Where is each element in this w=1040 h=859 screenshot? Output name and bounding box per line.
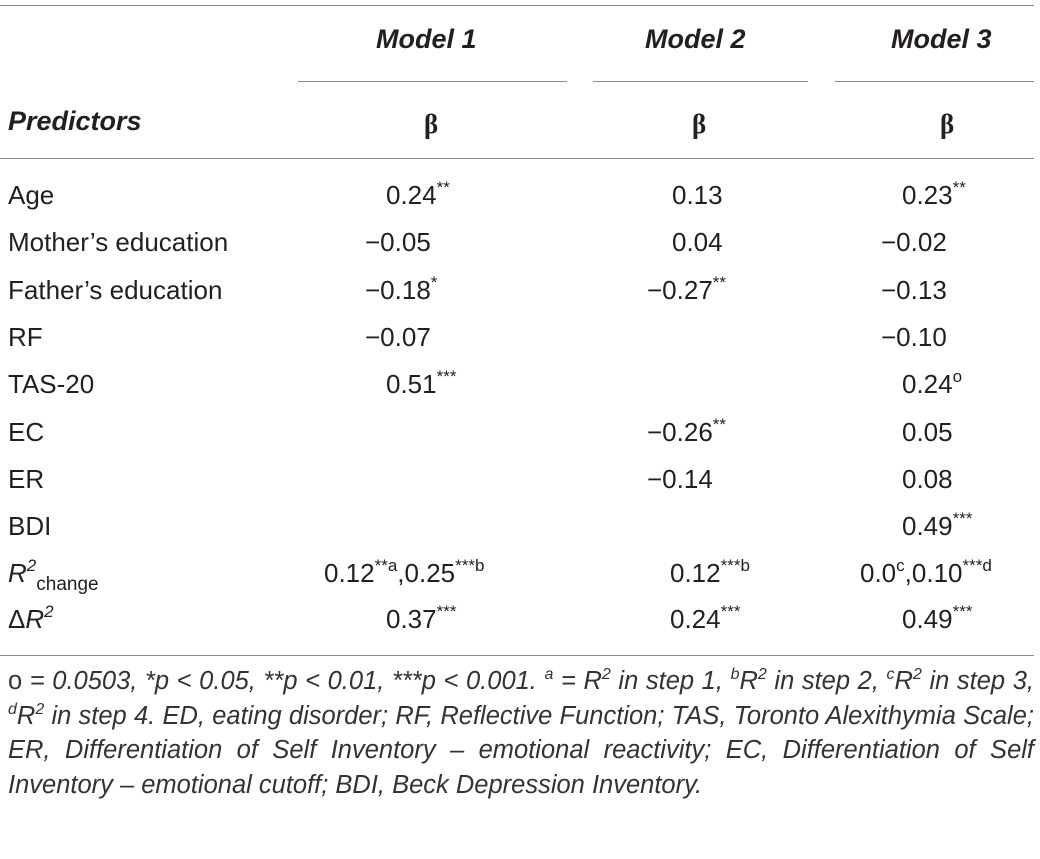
age-model-3: 0.23** bbox=[902, 178, 966, 210]
row-label-rf: RF bbox=[8, 322, 43, 352]
beta-header-model-3: β bbox=[940, 109, 955, 139]
delta-r2-model-1: 0.37*** bbox=[386, 602, 457, 634]
model-3-header: Model 3 bbox=[891, 24, 992, 54]
rf-model-1: −0.07 bbox=[365, 322, 431, 352]
fathers-education-model-3: −0.13 bbox=[881, 275, 947, 305]
header-bottom-rule bbox=[0, 158, 1034, 159]
model-2-underline bbox=[593, 81, 808, 82]
row-label-tas-20: TAS-20 bbox=[8, 369, 95, 399]
r2-change-model-2: 0.12$^{***b}$ bbox=[670, 556, 750, 588]
beta-header-model-1: β bbox=[424, 109, 439, 139]
model-2-header: Model 2 bbox=[645, 24, 746, 54]
table-top-rule bbox=[0, 5, 1034, 6]
ec-model-2: −0.26** bbox=[647, 415, 727, 447]
r2-change-model-1: 0.12$^{**a}$,0.25$^{***b}$ bbox=[324, 556, 485, 588]
row-label-bdi: BDI bbox=[8, 511, 52, 541]
er-model-2: −0.14 bbox=[647, 464, 713, 494]
mothers-education-model-1: −0.05 bbox=[365, 227, 431, 257]
mothers-education-model-2: 0.04 bbox=[672, 227, 723, 257]
row-label-age: Age bbox=[8, 180, 55, 210]
row-label-mothers-education: Mother’s education bbox=[8, 227, 229, 257]
tas-20-model-1: 0.51*** bbox=[386, 367, 457, 399]
fathers-education-model-1: −0.18* bbox=[365, 273, 438, 305]
rf-model-3: −0.10 bbox=[881, 322, 947, 352]
row-label-delta-r2: $\Delta R^2$ bbox=[8, 602, 54, 634]
delta-r2-model-3: 0.49*** bbox=[902, 602, 973, 634]
row-label-fathers-education: Father’s education bbox=[8, 275, 223, 305]
predictors-header: Predictors bbox=[8, 106, 142, 136]
fathers-education-model-2: −0.27** bbox=[647, 273, 727, 305]
delta-r2-model-2: 0.24*** bbox=[670, 602, 741, 634]
mothers-education-model-3: −0.02 bbox=[881, 227, 947, 257]
er-model-3: 0.08 bbox=[902, 464, 953, 494]
table-footnote: o = 0.0503, *p < 0.05, **p < 0.01, ***p < 0.001. $^a = R^2$ in step 1, $^bR^2$ in step 2, $^cR^2$ in step 3, $^dR^2$ in step 4. ED, eating disorder; RF, Reflective Function; TAS, Toronto Alexithymia Scale; ER, Differentiation of Self Inventory – emotional reactivity; EC, Differentiation of Self Inventory – emotional cutoff; BDI, Beck Depression Inventory. bbox=[8, 666, 1034, 799]
row-label-ec: EC bbox=[8, 417, 45, 447]
ec-model-3: 0.05 bbox=[902, 417, 953, 447]
model-3-underline bbox=[835, 81, 1034, 82]
row-label-r2-change: $R^2_{change}$ bbox=[8, 556, 99, 595]
bdi-model-3: 0.49*** bbox=[902, 509, 973, 541]
age-model-2: 0.13 bbox=[672, 180, 723, 210]
table-bottom-rule bbox=[0, 655, 1034, 656]
beta-header-model-2: β bbox=[692, 109, 707, 139]
tas-20-model-3: 0.24$^o$ bbox=[902, 367, 963, 399]
model-1-underline bbox=[298, 81, 567, 82]
model-1-header: Model 1 bbox=[376, 24, 477, 54]
age-model-1: 0.24** bbox=[386, 178, 450, 210]
r2-change-model-3: 0.0$^c$,0.10$^{***d}$ bbox=[860, 556, 992, 588]
row-label-er: ER bbox=[8, 464, 45, 494]
